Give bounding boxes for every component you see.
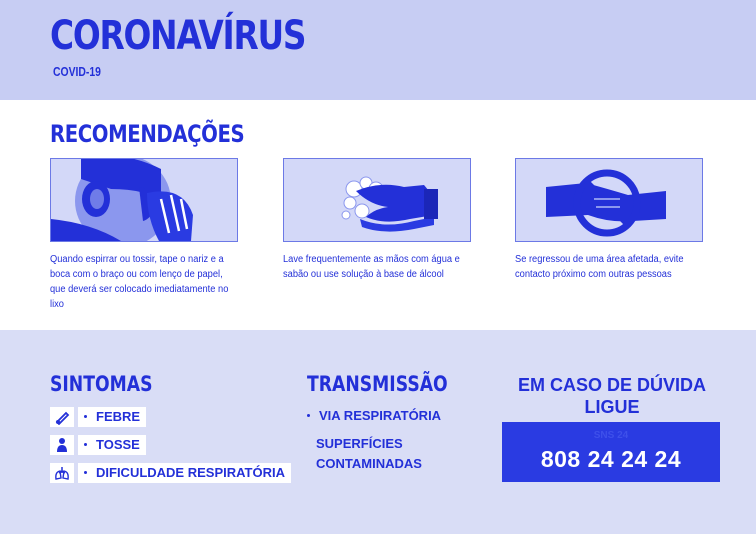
recommendations-section xyxy=(0,100,756,330)
symptom-label: DIFICULDADE RESPIRATÓRIA xyxy=(78,463,291,483)
coughing-person-icon xyxy=(50,435,74,455)
page-subtitle: COVID-19 xyxy=(53,64,101,79)
symptom-label: TOSSE xyxy=(78,435,146,455)
phone-box xyxy=(502,422,720,482)
list-item: SUPERFÍCIES CONTAMINADAS xyxy=(316,436,422,471)
phone-number[interactable]: 808 24 24 24 xyxy=(540,446,682,472)
thermometer-icon xyxy=(50,407,74,427)
recommendation-card xyxy=(515,158,703,282)
list-item xyxy=(50,406,291,427)
list-item xyxy=(50,462,291,483)
symptoms-list xyxy=(50,406,291,490)
symptom-label: FEBRE xyxy=(78,407,146,427)
no-handshake-icon xyxy=(515,158,703,242)
recommendation-text: Quando espirrar ou tossir, tape o nariz e a boca com o braço ou com lenço de papel, que deverá ser colocado imediatamente no lixo xyxy=(50,254,229,310)
recommendation-text: Lave frequentemente as mãos com água e sabão ou use solução à base de álcool xyxy=(283,254,460,280)
hand-washing-icon xyxy=(283,158,471,242)
list-item xyxy=(50,434,291,455)
transmission-title: TRANSMISSÃO xyxy=(307,372,448,396)
recommendations-title: RECOMENDAÇÕES xyxy=(50,120,245,148)
symptoms-title: SINTOMAS xyxy=(50,372,153,396)
page-title: CORONAVÍRUS xyxy=(50,13,306,59)
list-item: VIA RESPIRATÓRIA xyxy=(307,406,477,426)
header xyxy=(0,0,756,100)
sneeze-into-tissue-icon xyxy=(50,158,238,242)
info-section xyxy=(0,330,756,534)
recommendation-card xyxy=(283,158,471,282)
service-name: SNS 24 xyxy=(593,430,629,441)
transmission-list xyxy=(307,406,477,482)
contact-heading: EM CASO DE DÚVIDA LIGUE xyxy=(517,375,706,417)
recommendation-card xyxy=(50,158,238,312)
recommendation-text: Se regressou de uma área afetada, evite contacto próximo com outras pessoas xyxy=(515,254,684,280)
lungs-icon xyxy=(50,463,74,483)
